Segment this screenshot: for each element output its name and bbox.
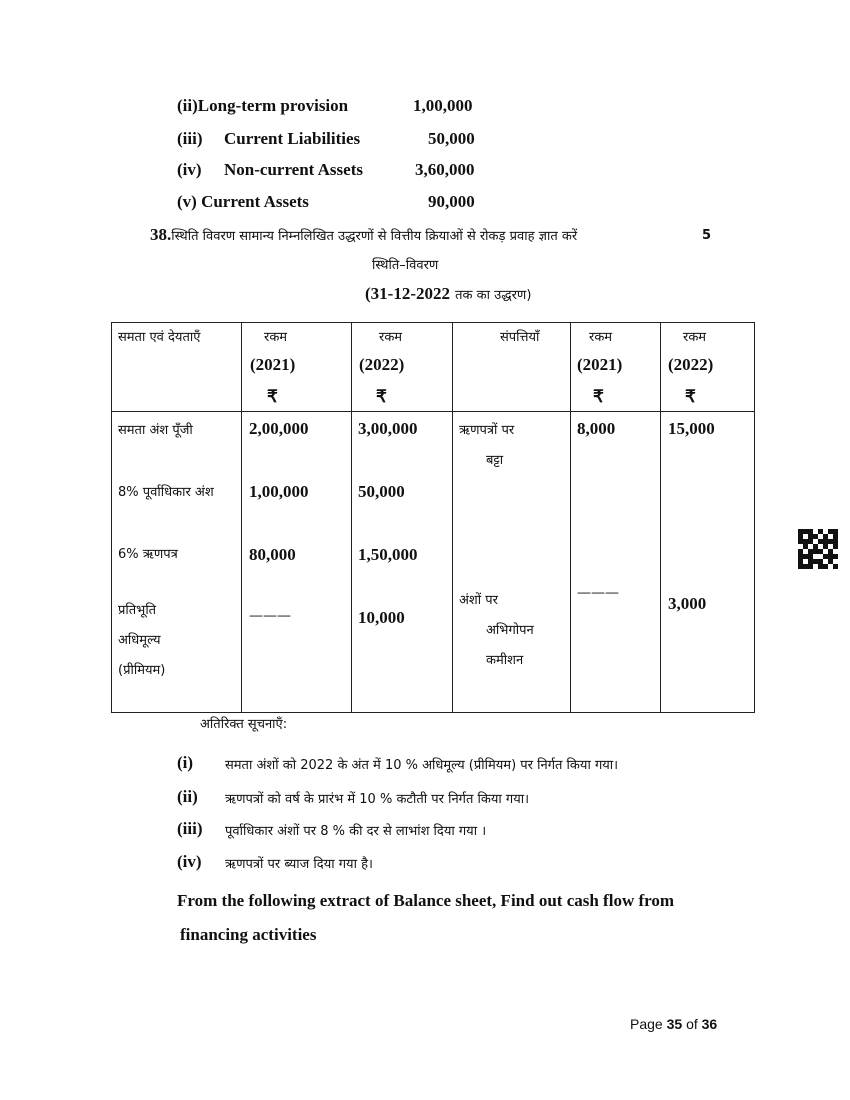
- qr-code: [798, 529, 838, 569]
- liabilities-2021-cell: 2,00,000 1,00,000 80,000 ———: [242, 412, 352, 713]
- liability-debentures: 6% ऋणपत्र: [118, 547, 178, 562]
- list-num-iv: (iv): [177, 160, 202, 179]
- asset-underwriting-commission-1: अंशों पर: [459, 593, 498, 608]
- additional-num-i: (i): [177, 753, 194, 772]
- additional-num-iii: (iii): [177, 819, 203, 838]
- list-value-iv: 3,60,000: [415, 160, 475, 179]
- asset-discount-debentures-2: बट्टा: [486, 453, 504, 468]
- question-number: 38.: [150, 225, 172, 244]
- liabilities-2022-cell: 3,00,000 50,000 1,50,000 10,000: [352, 412, 453, 713]
- list-label-iv: Non-current Assets: [224, 160, 363, 179]
- page-footer: Page 35 of 36: [630, 1016, 718, 1032]
- table-header-row: [112, 323, 755, 412]
- header-asset-amount-2022: रकम (2022) ₹: [661, 323, 755, 412]
- header-asset-amount-2021: रकम (2021) ₹: [571, 323, 661, 412]
- balance-sheet-table: [111, 322, 755, 713]
- list-label-iii: Current Liabilities: [224, 129, 361, 148]
- assets-2022-cell: 15,000 3,000: [661, 412, 755, 713]
- page-total: 36: [701, 1016, 718, 1032]
- asset-underwriting-commission-2: अभिगोपन: [486, 623, 534, 638]
- asset-discount-debentures-1: ऋणपत्रों पर: [459, 423, 515, 438]
- liabilities-names-cell: [112, 412, 242, 713]
- table-body-row: [112, 412, 755, 713]
- header-liabilities: समता एवं देयताएँ: [112, 323, 242, 412]
- list-item-ii: (ii)Long-term provision: [177, 96, 349, 115]
- list-item-v: (v) Current Assets: [177, 192, 309, 211]
- header-assets: संपत्तियाँ: [453, 323, 571, 412]
- additional-text-iii: पूर्वाधिकार अंशों पर 8 % की दर से लाभांश दिया गया ।: [225, 824, 487, 839]
- asset-underwriting-commission-3: कमीशन: [486, 653, 524, 668]
- balance-sheet-date: (31-12-2022 तक का उद्धरण): [365, 284, 532, 303]
- additional-text-iv: ऋणपत्रों पर ब्याज दिया गया है।: [225, 857, 373, 872]
- english-question-line2: financing activities: [180, 925, 317, 944]
- list-value-ii: 1,00,000: [413, 96, 473, 115]
- additional-info-heading: अतिरिक्त सूचनाएँ:: [200, 717, 288, 732]
- list-value-iii: 50,000: [428, 129, 475, 148]
- liability-securities-premium-3: (प्रीमियम): [118, 663, 166, 678]
- english-question-line1: From the following extract of Balance sheet, Find out cash flow from: [177, 891, 675, 910]
- header-amount-2021: रकम (2021) ₹: [242, 323, 352, 412]
- question-text-hi: स्थिति विवरण सामान्य निम्नलिखित उद्धरणों से वित्तीय क्रियाओं से रोकड़ प्रवाह ज्ञात करें: [171, 229, 578, 244]
- assets-names-cell: [453, 412, 571, 713]
- question-38: [150, 225, 577, 245]
- liability-equity-capital: समता अंश पूँजी: [118, 423, 193, 438]
- liability-securities-premium-2: अधिमूल्य: [118, 633, 161, 648]
- list-num-iii: (iii): [177, 129, 203, 148]
- additional-num-ii: (ii): [177, 787, 198, 806]
- additional-num-iv: (iv): [177, 852, 202, 871]
- assets-2021-cell: 8,000 ———: [571, 412, 661, 713]
- question-marks: 5: [702, 228, 712, 243]
- liability-securities-premium-1: प्रतिभूति: [118, 603, 157, 618]
- liability-preference-shares: 8% पूर्वाधिकार अंश: [118, 485, 214, 500]
- balance-sheet-subtitle: स्थिति–विवरण: [372, 258, 439, 273]
- page-number: 35: [666, 1016, 683, 1032]
- header-amount-2022: रकम (2022) ₹: [352, 323, 453, 412]
- list-value-v: 90,000: [428, 192, 475, 211]
- additional-text-i: समता अंशों को 2022 के अंत में 10 % अधिमूल्य (प्रीमियम) पर निर्गत किया गया।: [225, 758, 619, 773]
- additional-text-ii: ऋणपत्रों को वर्ष के प्रारंभ में 10 % कटौती पर निर्गत किया गया।: [225, 792, 530, 807]
